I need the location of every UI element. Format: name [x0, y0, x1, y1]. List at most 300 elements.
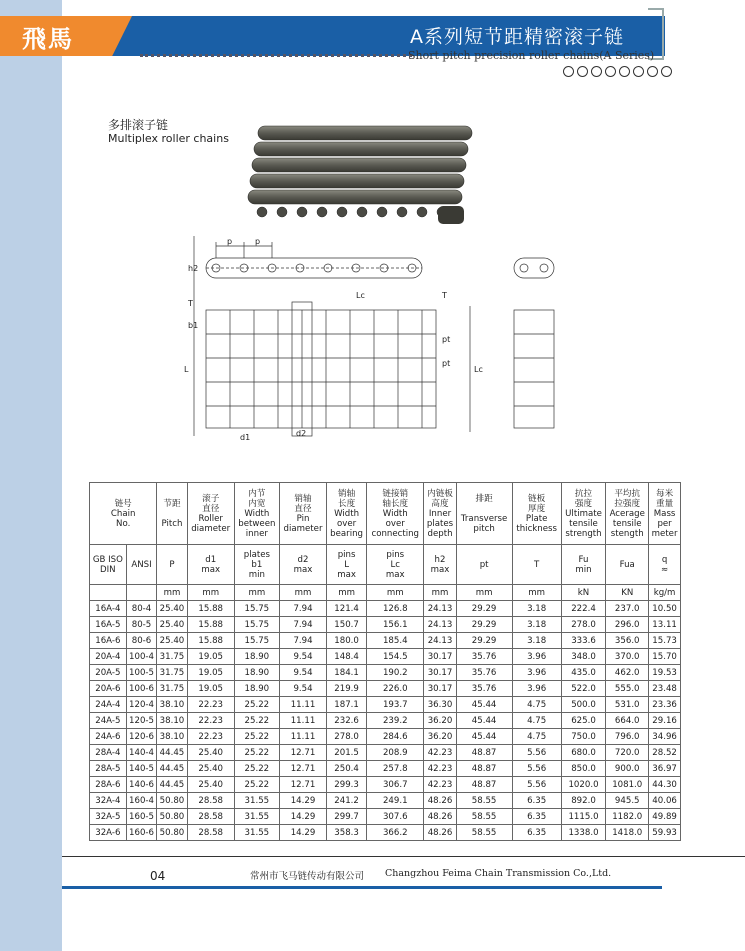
table-cell: 1115.0	[561, 809, 606, 825]
table-cell: 226.0	[367, 681, 424, 697]
table-row	[90, 649, 681, 665]
unit-cell: mm	[279, 585, 326, 601]
table-cell: 239.2	[367, 713, 424, 729]
table-cell: 435.0	[561, 665, 606, 681]
table-cell: 6.35	[512, 809, 561, 825]
table-cell: 892.0	[561, 793, 606, 809]
label-T: T	[188, 299, 193, 308]
table-cell: 32A-4	[90, 793, 127, 809]
table-cell: 30.17	[424, 665, 456, 681]
table-cell: 14.29	[279, 793, 326, 809]
table-cell: 44.30	[649, 777, 681, 793]
table-cell: 22.23	[187, 697, 234, 713]
table-cell: 48.87	[456, 761, 512, 777]
table-cell: 3.96	[512, 681, 561, 697]
table-cell: 34.96	[649, 729, 681, 745]
label-pt1: pt	[442, 335, 451, 344]
table-cell: 850.0	[561, 761, 606, 777]
company-name-cn: 常州市飞马链传动有限公司	[250, 871, 365, 882]
table-cell: 1338.0	[561, 825, 606, 841]
table-cell: 11.11	[279, 697, 326, 713]
table-cell: 18.90	[234, 649, 279, 665]
table-cell: 9.54	[279, 681, 326, 697]
table-cell: 4.75	[512, 729, 561, 745]
unit-cell: KN	[606, 585, 649, 601]
table-row	[90, 825, 681, 841]
dotted-rule	[140, 54, 412, 57]
table-cell: 28A-4	[90, 745, 127, 761]
table-cell: 10.50	[649, 601, 681, 617]
table-row	[90, 633, 681, 649]
table-cell: 522.0	[561, 681, 606, 697]
section-title-cn: 多排滚子链	[108, 118, 169, 132]
table-cell: 24.13	[424, 601, 456, 617]
table-cell: 24A-5	[90, 713, 127, 729]
table-cell: 121.4	[327, 601, 367, 617]
table-cell: 31.55	[234, 793, 279, 809]
table-cell: 25.22	[234, 713, 279, 729]
chain-technical-drawing	[170, 236, 560, 444]
table-cell: 28A-5	[90, 761, 127, 777]
circle-icon	[577, 66, 588, 77]
table-cell: 15.88	[187, 633, 234, 649]
unit-cell: mm	[456, 585, 512, 601]
label-Lc: Lc	[474, 365, 483, 374]
table-cell: 120-5	[126, 713, 157, 729]
table-cell: 12.71	[279, 745, 326, 761]
table-cell: 307.6	[367, 809, 424, 825]
unit-cell: kN	[561, 585, 606, 601]
table-cell: 15.73	[649, 633, 681, 649]
table-cell: 370.0	[606, 649, 649, 665]
table-cell: 18.90	[234, 681, 279, 697]
table-cell: 3.18	[512, 617, 561, 633]
table-cell: 680.0	[561, 745, 606, 761]
spec-table-body	[90, 483, 681, 841]
table-cell: 11.11	[279, 713, 326, 729]
table-cell: 299.7	[327, 809, 367, 825]
table-cell: 12.71	[279, 777, 326, 793]
table-cell: 29.29	[456, 617, 512, 633]
table-cell: 3.96	[512, 665, 561, 681]
table-cell: 29.29	[456, 633, 512, 649]
label-d1: d1	[240, 433, 251, 442]
table-cell: 249.1	[367, 793, 424, 809]
table-cell: 7.94	[279, 601, 326, 617]
table-cell: 44.45	[157, 761, 187, 777]
table-cell: 44.45	[157, 777, 187, 793]
table-cell: 15.70	[649, 649, 681, 665]
table-cell: 1418.0	[606, 825, 649, 841]
table-cell: 366.2	[367, 825, 424, 841]
table-cell: 30.17	[424, 649, 456, 665]
table-cell: 48.26	[424, 793, 456, 809]
sym-q: q ≈	[649, 545, 681, 585]
sym-T: T	[512, 545, 561, 585]
table-cell: 140-5	[126, 761, 157, 777]
brand-logo: 飛馬	[22, 24, 74, 53]
table-cell: 1081.0	[606, 777, 649, 793]
col-tensile: 抗拉 强度 Ultimate tensile strength	[561, 483, 606, 545]
table-cell: 28A-6	[90, 777, 127, 793]
table-cell: 278.0	[327, 729, 367, 745]
unit-cell: mm	[327, 585, 367, 601]
unit-cell	[90, 585, 127, 601]
table-cell: 333.6	[561, 633, 606, 649]
table-cell: 555.0	[606, 681, 649, 697]
table-cell: 24A-6	[90, 729, 127, 745]
table-cell: 25.40	[157, 633, 187, 649]
table-cell: 1020.0	[561, 777, 606, 793]
table-cell: 500.0	[561, 697, 606, 713]
table-cell: 241.2	[327, 793, 367, 809]
col-plate-depth: 内链板 高度 Inner plates depth	[424, 483, 456, 545]
table-cell: 16A-4	[90, 601, 127, 617]
table-cell: 49.89	[649, 809, 681, 825]
table-cell: 25.40	[157, 617, 187, 633]
table-cell: 23.36	[649, 697, 681, 713]
unit-cell: mm	[187, 585, 234, 601]
unit-cell: mm	[157, 585, 187, 601]
table-cell: 3.18	[512, 633, 561, 649]
table-row	[90, 713, 681, 729]
table-cell: 25.22	[234, 697, 279, 713]
unit-cell: mm	[234, 585, 279, 601]
sym-Fua: Fua	[606, 545, 649, 585]
circle-icon	[661, 66, 672, 77]
table-cell: 1182.0	[606, 809, 649, 825]
table-cell: 208.9	[367, 745, 424, 761]
table-cell: 58.55	[456, 825, 512, 841]
table-cell: 3.18	[512, 601, 561, 617]
table-cell: 25.40	[187, 761, 234, 777]
footer-rule	[62, 856, 745, 857]
table-cell: 80-6	[126, 633, 157, 649]
table-row	[90, 617, 681, 633]
unit-cell: mm	[424, 585, 456, 601]
table-cell: 50.80	[157, 825, 187, 841]
table-cell: 36.20	[424, 729, 456, 745]
table-cell: 664.0	[606, 713, 649, 729]
table-cell: 284.6	[367, 729, 424, 745]
table-cell: 15.75	[234, 601, 279, 617]
table-row	[90, 761, 681, 777]
table-cell: 4.75	[512, 713, 561, 729]
table-cell: 19.05	[187, 681, 234, 697]
table-row	[90, 809, 681, 825]
table-cell: 35.76	[456, 665, 512, 681]
table-cell: 250.4	[327, 761, 367, 777]
sym-Lc: pins Lc max	[367, 545, 424, 585]
table-cell: 945.5	[606, 793, 649, 809]
table-cell: 232.6	[327, 713, 367, 729]
table-row	[90, 745, 681, 761]
unit-cell: kg/m	[649, 585, 681, 601]
col-pin-dia: 销轴 直径 Pin diameter	[279, 483, 326, 545]
col-roller: 滚子 直径 Roller diameter	[187, 483, 234, 545]
label-b1: b1	[188, 321, 199, 330]
table-cell: 11.11	[279, 729, 326, 745]
col-pitch: 节距 Pitch	[157, 483, 187, 545]
sym-Fu: Fu min	[561, 545, 606, 585]
table-cell: 462.0	[606, 665, 649, 681]
table-cell: 28.52	[649, 745, 681, 761]
unit-cell	[126, 585, 157, 601]
table-row	[90, 777, 681, 793]
table-cell: 185.4	[367, 633, 424, 649]
sym-d1: d1 max	[187, 545, 234, 585]
sym-b1: plates b1 min	[234, 545, 279, 585]
table-cell: 14.29	[279, 825, 326, 841]
col-pin-len: 销轴 长度 Width over bearing	[327, 483, 367, 545]
table-cell: 31.55	[234, 825, 279, 841]
table-cell: 15.88	[187, 617, 234, 633]
table-cell: 187.1	[327, 697, 367, 713]
table-row	[90, 697, 681, 713]
header-row	[90, 483, 681, 545]
chain-photo	[244, 122, 476, 230]
table-cell: 13.11	[649, 617, 681, 633]
table-cell: 9.54	[279, 665, 326, 681]
table-cell: 38.10	[157, 697, 187, 713]
table-cell: 42.23	[424, 777, 456, 793]
col-avg-tensile: 平均抗 拉强度 Acerage tensile stength	[606, 483, 649, 545]
table-cell: 48.26	[424, 825, 456, 841]
sym-gb: GB ISO DIN	[90, 545, 127, 585]
circle-icon	[605, 66, 616, 77]
table-cell: 6.35	[512, 793, 561, 809]
table-cell: 35.76	[456, 681, 512, 697]
table-cell: 140-6	[126, 777, 157, 793]
side-strip	[0, 0, 62, 951]
table-cell: 15.75	[234, 617, 279, 633]
sym-ansi: ANSI	[126, 545, 157, 585]
table-cell: 7.94	[279, 617, 326, 633]
label-pt2: pt	[442, 359, 451, 368]
table-cell: 150.7	[327, 617, 367, 633]
table-cell: 20A-5	[90, 665, 127, 681]
table-cell: 32A-6	[90, 825, 127, 841]
label-L: L	[184, 365, 189, 374]
company-name-en: Changzhou Feima Chain Transmission Co.,Ltd.	[385, 868, 612, 879]
table-cell: 59.93	[649, 825, 681, 841]
table-cell: 31.75	[157, 649, 187, 665]
table-cell: 24.13	[424, 633, 456, 649]
table-cell: 38.10	[157, 729, 187, 745]
table-cell: 31.75	[157, 681, 187, 697]
table-cell: 40.06	[649, 793, 681, 809]
table-cell: 50.80	[157, 793, 187, 809]
table-cell: 184.1	[327, 665, 367, 681]
table-cell: 15.75	[234, 633, 279, 649]
section-title-en: Multiplex roller chains	[108, 132, 229, 145]
col-width-inner: 内节 内宽 Width between inner	[234, 483, 279, 545]
table-cell: 58.55	[456, 793, 512, 809]
table-cell: 16A-5	[90, 617, 127, 633]
table-row	[90, 681, 681, 697]
table-cell: 720.0	[606, 745, 649, 761]
table-cell: 45.44	[456, 697, 512, 713]
table-cell: 140-4	[126, 745, 157, 761]
label-h2: h2	[188, 264, 199, 273]
table-row	[90, 601, 681, 617]
table-cell: 14.29	[279, 809, 326, 825]
circle-icon	[563, 66, 574, 77]
circle-icon	[647, 66, 658, 77]
table-cell: 126.8	[367, 601, 424, 617]
table-cell: 25.22	[234, 745, 279, 761]
table-cell: 48.87	[456, 777, 512, 793]
table-cell: 22.23	[187, 713, 234, 729]
spec-table	[89, 482, 681, 841]
table-cell: 148.4	[327, 649, 367, 665]
table-cell: 156.1	[367, 617, 424, 633]
sym-L: pins L max	[327, 545, 367, 585]
table-cell: 4.75	[512, 697, 561, 713]
table-cell: 348.0	[561, 649, 606, 665]
table-cell: 23.48	[649, 681, 681, 697]
table-cell: 16A-6	[90, 633, 127, 649]
table-cell: 356.0	[606, 633, 649, 649]
table-cell: 299.3	[327, 777, 367, 793]
table-cell: 29.16	[649, 713, 681, 729]
table-cell: 24A-4	[90, 697, 127, 713]
table-cell: 222.4	[561, 601, 606, 617]
table-cell: 257.8	[367, 761, 424, 777]
table-cell: 20A-6	[90, 681, 127, 697]
table-cell: 5.56	[512, 761, 561, 777]
table-cell: 36.97	[649, 761, 681, 777]
unit-cell: mm	[512, 585, 561, 601]
table-cell: 100-6	[126, 681, 157, 697]
table-cell: 58.55	[456, 809, 512, 825]
page-title: A系列短节距精密滚子链	[410, 26, 624, 48]
table-cell: 42.23	[424, 761, 456, 777]
sym-p: P	[157, 545, 187, 585]
table-cell: 19.53	[649, 665, 681, 681]
table-cell: 25.22	[234, 761, 279, 777]
table-cell: 154.5	[367, 649, 424, 665]
table-cell: 120-4	[126, 697, 157, 713]
table-cell: 31.75	[157, 665, 187, 681]
table-cell: 296.0	[606, 617, 649, 633]
table-cell: 358.3	[327, 825, 367, 841]
circle-icon	[619, 66, 630, 77]
table-cell: 201.5	[327, 745, 367, 761]
table-cell: 100-5	[126, 665, 157, 681]
table-cell: 80-4	[126, 601, 157, 617]
table-cell: 18.90	[234, 665, 279, 681]
table-cell: 25.40	[157, 601, 187, 617]
table-cell: 190.2	[367, 665, 424, 681]
label-Lc-top: Lc	[356, 291, 365, 300]
sym-pt: pt	[456, 545, 512, 585]
table-cell: 237.0	[606, 601, 649, 617]
table-cell: 531.0	[606, 697, 649, 713]
table-cell: 796.0	[606, 729, 649, 745]
page-number: 04	[150, 869, 166, 883]
table-cell: 100-4	[126, 649, 157, 665]
unit-cell: mm	[367, 585, 424, 601]
table-cell: 6.35	[512, 825, 561, 841]
table-cell: 900.0	[606, 761, 649, 777]
label-p2: p	[255, 237, 261, 246]
table-cell: 19.05	[187, 665, 234, 681]
table-cell: 44.45	[157, 745, 187, 761]
table-cell: 48.87	[456, 745, 512, 761]
table-cell: 32A-5	[90, 809, 127, 825]
col-chain: 链号 Chain No.	[90, 483, 157, 545]
table-cell: 25.22	[234, 729, 279, 745]
table-cell: 28.58	[187, 793, 234, 809]
table-cell: 28.58	[187, 809, 234, 825]
table-cell: 278.0	[561, 617, 606, 633]
table-cell: 29.29	[456, 601, 512, 617]
footer-bar	[62, 886, 662, 889]
table-cell: 160-4	[126, 793, 157, 809]
table-cell: 160-6	[126, 825, 157, 841]
table-cell: 20A-4	[90, 649, 127, 665]
table-row	[90, 729, 681, 745]
label-p1: p	[227, 237, 233, 246]
table-cell: 45.44	[456, 713, 512, 729]
table-cell: 15.88	[187, 601, 234, 617]
table-cell: 750.0	[561, 729, 606, 745]
table-cell: 28.58	[187, 825, 234, 841]
table-cell: 193.7	[367, 697, 424, 713]
table-cell: 80-5	[126, 617, 157, 633]
table-cell: 219.9	[327, 681, 367, 697]
table-cell: 3.96	[512, 649, 561, 665]
table-cell: 306.7	[367, 777, 424, 793]
table-cell: 25.22	[234, 777, 279, 793]
table-cell: 180.0	[327, 633, 367, 649]
table-cell: 45.44	[456, 729, 512, 745]
table-cell: 25.40	[187, 745, 234, 761]
table-cell: 160-5	[126, 809, 157, 825]
table-cell: 625.0	[561, 713, 606, 729]
table-cell: 24.13	[424, 617, 456, 633]
table-cell: 30.17	[424, 681, 456, 697]
table-cell: 7.94	[279, 633, 326, 649]
decorative-circles	[563, 66, 672, 77]
col-mass: 每米 重量 Mass per meter	[649, 483, 681, 545]
table-cell: 36.30	[424, 697, 456, 713]
circle-icon	[633, 66, 644, 77]
table-cell: 48.26	[424, 809, 456, 825]
table-cell: 31.55	[234, 809, 279, 825]
table-cell: 12.71	[279, 761, 326, 777]
table-cell: 50.80	[157, 809, 187, 825]
table-row	[90, 665, 681, 681]
col-conn-len: 链接销 轴长度 Width over connecting	[367, 483, 424, 545]
symbol-row	[90, 545, 681, 585]
units-row	[90, 585, 681, 601]
page-subtitle: Short pitch precision roller chains(A Series)	[408, 49, 655, 62]
table-cell: 5.56	[512, 745, 561, 761]
table-cell: 35.76	[456, 649, 512, 665]
sym-d2: d2 max	[279, 545, 326, 585]
table-cell: 36.20	[424, 713, 456, 729]
table-cell: 25.40	[187, 777, 234, 793]
table-cell: 120-6	[126, 729, 157, 745]
table-cell: 5.56	[512, 777, 561, 793]
label-d2: d2	[296, 429, 307, 438]
table-cell: 42.23	[424, 745, 456, 761]
circle-icon	[591, 66, 602, 77]
table-cell: 9.54	[279, 649, 326, 665]
table-cell: 38.10	[157, 713, 187, 729]
